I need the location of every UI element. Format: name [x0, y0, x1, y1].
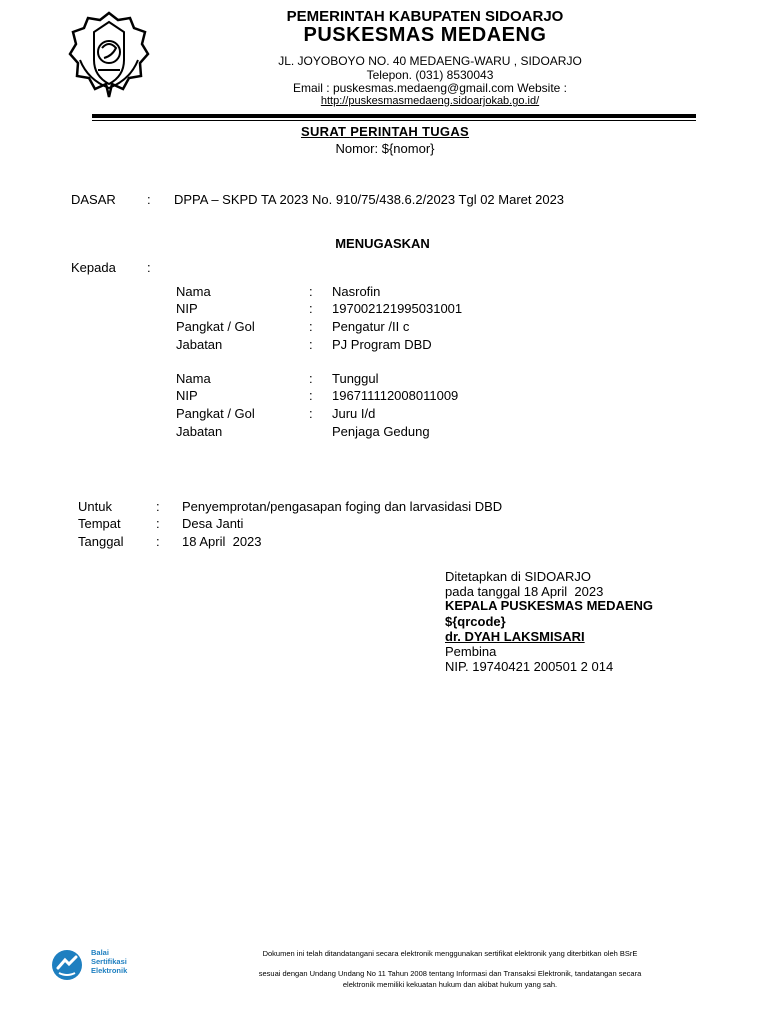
field-value: Penjaga Gedung: [332, 424, 430, 439]
dasar-label: DASAR: [71, 192, 116, 207]
field-label: Pangkat / Gol: [176, 319, 255, 334]
field-value: PJ Program DBD: [332, 337, 432, 352]
header-divider-thin: [92, 120, 696, 121]
field-label: Pangkat / Gol: [176, 406, 255, 421]
government-name: PEMERINTAH KABUPATEN SIDOARJO: [286, 8, 564, 25]
instruction-heading: MENUGASKAN: [335, 236, 430, 251]
signatory-rank: Pembina: [445, 644, 497, 659]
assignee-1-pangkat: [0, 319, 768, 336]
assignee-2-jabatan: [0, 424, 768, 441]
field-value: Nasrofin: [332, 284, 381, 299]
field-value: Tunggul: [332, 371, 379, 386]
address: JL. JOYOBOYO NO. 40 MEDAENG-WARU , SIDOARJO: [278, 54, 582, 68]
website-link[interactable]: http://puskesmasmedaeng.sidoarjokab.go.id/: [320, 95, 540, 107]
field-colon: :: [309, 301, 313, 316]
signature-qrcode-placeholder: ${qrcode}: [445, 614, 506, 629]
field-label: Jabatan: [176, 424, 223, 439]
signature-place: Ditetapkan di SIDOARJO: [445, 569, 591, 584]
field-colon: :: [309, 371, 313, 386]
tanggal-value: 18 April 2023: [182, 534, 262, 549]
field-colon: :: [309, 319, 313, 334]
bsre-seal-icon: [47, 948, 87, 982]
assignee-1-nip: [0, 301, 768, 318]
bsre-text-line: Elektronik: [91, 966, 128, 975]
bsre-text-line: Balai: [91, 948, 109, 957]
tempat-value: Desa Janti: [182, 516, 244, 531]
signatory-nip: NIP. 19740421 200501 2 014: [445, 659, 614, 674]
tanggal-label: Tanggal: [78, 534, 124, 549]
field-colon: :: [309, 284, 313, 299]
assignee-1-jabatan: [0, 337, 768, 354]
tanggal-colon: :: [156, 534, 160, 549]
field-value: 197002121995031001: [332, 301, 463, 316]
tempat-label: Tempat: [78, 516, 121, 531]
field-colon: :: [309, 406, 313, 421]
tempat-colon: :: [156, 516, 160, 531]
signature-date: pada tanggal 18 April 2023: [445, 584, 604, 599]
organization-name: PUSKESMAS MEDAENG: [303, 24, 547, 46]
footer-line-1: Dokumen ini telah ditandatangani secara elektronik menggunakan sertifikat elektronik yang diterbitkan oleh BSrE: [262, 949, 638, 958]
bsre-logo: [47, 948, 147, 982]
field-label: NIP: [176, 301, 198, 316]
letter-number: Nomor: ${nomor}: [335, 141, 435, 156]
untuk-colon: :: [156, 499, 160, 514]
assignee-1-nama: [0, 284, 768, 301]
untuk-label: Untuk: [78, 499, 112, 514]
field-label: Nama: [176, 284, 211, 299]
kepada-label: Kepada: [71, 260, 116, 275]
field-colon: :: [309, 388, 313, 403]
assignee-2-nama: [0, 371, 768, 388]
regency-emblem-icon: [68, 10, 150, 100]
field-label: NIP: [176, 388, 198, 403]
field-value: 196711112008011009: [332, 388, 459, 403]
dasar-colon: :: [147, 192, 151, 207]
email-line: Email : puskesmas.medaeng@gmail.com Website :: [292, 81, 568, 95]
field-label: Jabatan: [176, 337, 223, 352]
footer-line-2: sesuai dengan Undang Undang No 11 Tahun 2008 tentang Informasi dan Transaksi Elektronik, tandatangan secara: [258, 969, 642, 978]
letter-title: SURAT PERINTAH TUGAS: [300, 124, 470, 139]
bsre-text-line: Sertifikasi: [91, 957, 127, 966]
field-value: Pengatur /II c: [332, 319, 410, 334]
untuk-value: Penyemprotan/pengasapan foging dan larvasidasi DBD: [182, 499, 503, 514]
field-colon: :: [309, 337, 313, 352]
dasar-value: DPPA – SKPD TA 2023 No. 910/75/438.6.2/2023 Tgl 02 Maret 2023: [174, 192, 565, 207]
field-label: Nama: [176, 371, 211, 386]
phone: Telepon. (031) 8530043: [366, 68, 494, 82]
footer-line-3: elektronik memiliki kekuatan hukum dan akibat hukum yang sah.: [342, 980, 558, 989]
signature-position: KEPALA PUSKESMAS MEDAENG: [445, 598, 654, 613]
signatory-name: dr. DYAH LAKSMISARI: [445, 629, 585, 644]
header-divider-thick: [92, 114, 696, 118]
field-value: Juru I/d: [332, 406, 376, 421]
assignee-2-pangkat: [0, 406, 768, 423]
assignee-2-nip: [0, 388, 768, 405]
kepada-colon: :: [147, 260, 151, 275]
